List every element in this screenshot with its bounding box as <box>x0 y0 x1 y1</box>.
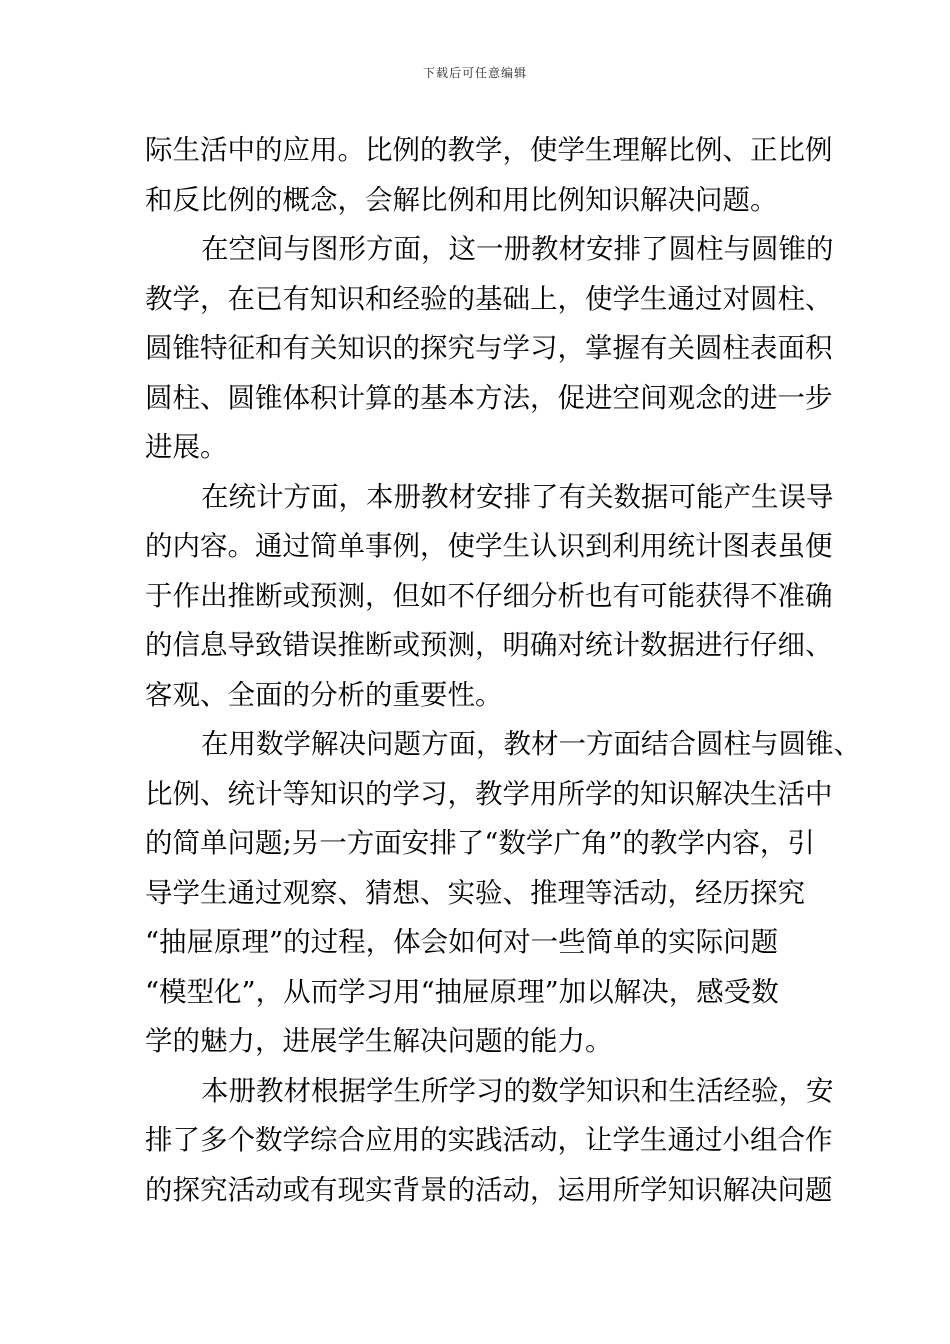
text-line: 比例、统计等知识的学习，教学用所学的知识解决生活中 <box>145 777 833 810</box>
text-line: 进展。 <box>145 431 228 463</box>
paragraph-start-line: 在空间与图形方面，这一册教材安排了圆柱与圆锥的 <box>201 233 834 265</box>
text-line: 的探究活动或有现实背景的活动，运用所学知识解决问题 <box>145 1173 833 1206</box>
text-line: 排了多个数学综合应用的实践活动，让学生通过小组合作 <box>145 1124 833 1156</box>
text-line: 的信息导致错误推断或预测，明确对统计数据进行仔细、 <box>145 629 833 661</box>
paragraph-start-line: 本册教材根据学生所学习的数学知识和生活经验，安 <box>201 1074 834 1107</box>
text-line: 学的魅力，进展学生解决问题的能力。 <box>145 1025 613 1057</box>
text-line: 际生活中的应用。比例的教学，使学生理解比例、正比例 <box>145 134 833 166</box>
page-header: 下载后可任意编辑 <box>422 66 527 80</box>
paragraph-start-line: 在统计方面，本册教材安排了有关数据可能产生误导 <box>201 480 834 513</box>
text-line: “模型化”，从而学习用“抽屉原理”加以解决，感受数 <box>145 975 779 1008</box>
text-line: 的内容。通过简单事例，使学生认识到利用统计图表虽便 <box>145 530 833 562</box>
text-line: 导学生通过观察、猜想、实验、推理等活动，经历探究 <box>145 876 805 909</box>
text-line: 和反比例的概念，会解比例和用比例知识解决问题。 <box>145 183 778 216</box>
text-line: 教学，在已有知识和经验的基础上，使学生通过对圆柱、 <box>145 282 833 315</box>
text-line: 客观、全面的分析的重要性。 <box>145 678 503 711</box>
text-line: “抽屉原理”的过程，体会如何对一些简单的实际问题 <box>145 926 779 958</box>
text-line: 圆柱、圆锥体积计算的基本方法，促进空间观念的进一步 <box>145 381 833 414</box>
paragraph-start-line: 在用数学解决问题方面，教材一方面结合圆柱与圆锥、 <box>201 728 861 760</box>
text-line: 于作出推断或预测，但如不仔细分析也有可能获得不准确 <box>145 579 833 612</box>
text-line: 的简单问题;另一方面安排了“数学广角”的教学内容，引 <box>145 827 815 859</box>
document-body <box>145 126 861 1215</box>
text-line: 圆锥特征和有关知识的探究与学习，掌握有关圆柱表面积 <box>145 332 833 364</box>
